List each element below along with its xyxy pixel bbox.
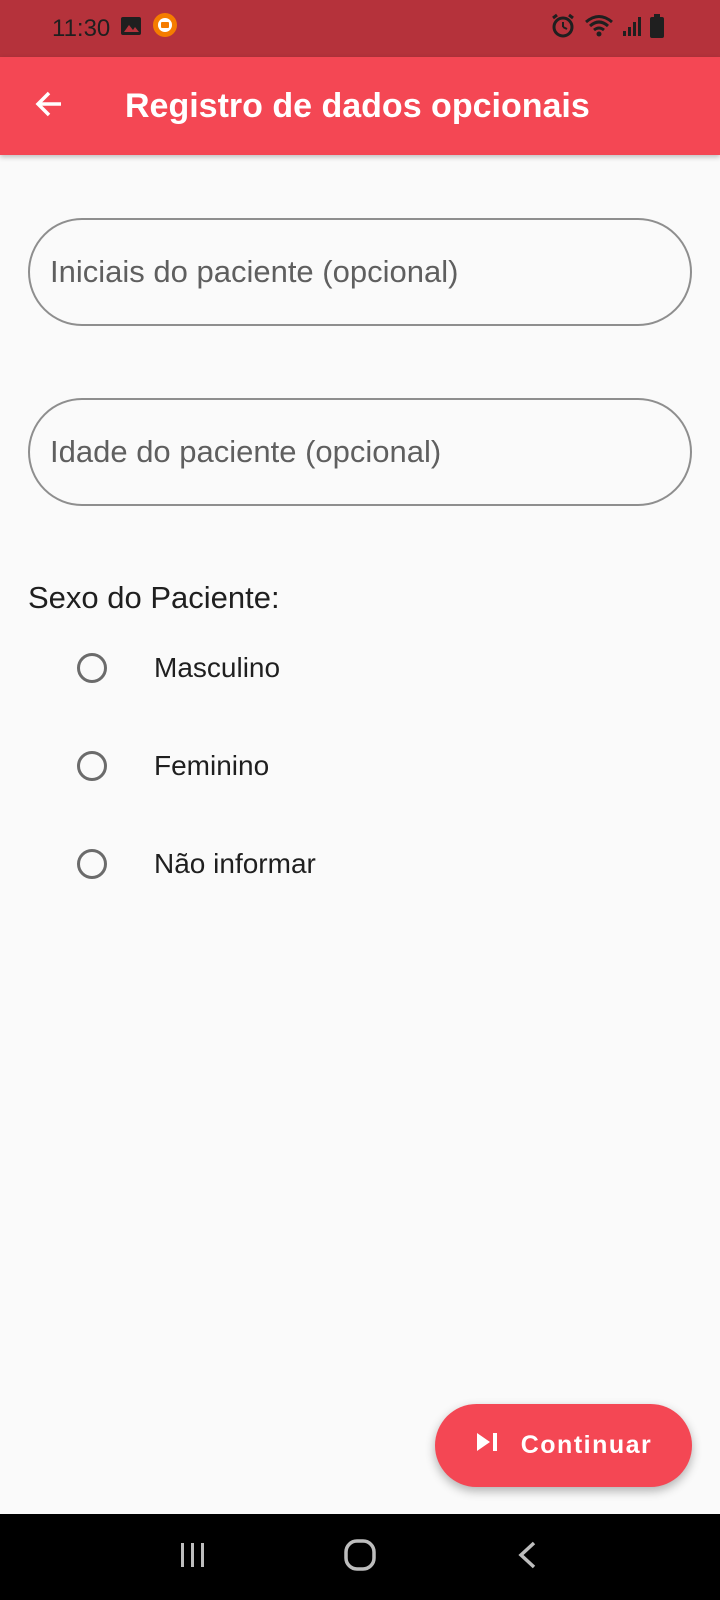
battery-icon (650, 14, 664, 43)
signal-icon (622, 15, 642, 42)
radio-button[interactable] (77, 653, 107, 683)
skip-next-icon (475, 1431, 499, 1460)
system-nav-bar (0, 1514, 720, 1600)
image-icon (120, 15, 142, 43)
radio-label: Feminino (154, 750, 270, 781)
recorder-icon (152, 12, 178, 45)
alarm-icon (550, 13, 576, 44)
home-button[interactable] (330, 1527, 390, 1587)
status-bar (0, 0, 720, 57)
age-input[interactable] (50, 434, 690, 470)
radio-label: Não informar (154, 848, 316, 879)
status-time: 11:30 (52, 14, 111, 42)
continue-button[interactable] (435, 1404, 692, 1487)
back-button[interactable] (21, 78, 77, 134)
recents-icon (178, 1541, 208, 1574)
radio-option-masculino[interactable] (68, 638, 488, 698)
sex-label: Sexo do Paciente: (28, 580, 280, 615)
initials-input[interactable] (50, 254, 690, 290)
system-back-button[interactable] (497, 1527, 557, 1587)
wifi-icon (584, 14, 614, 43)
page-title: Registro de dados opcionais (125, 86, 590, 125)
home-icon (343, 1538, 377, 1577)
radio-option-nao-informar[interactable] (68, 834, 488, 894)
radio-button[interactable] (77, 751, 107, 781)
back-icon (516, 1540, 538, 1575)
recents-button[interactable] (163, 1527, 223, 1587)
initials-field[interactable] (28, 218, 692, 326)
app-bar (0, 57, 720, 155)
radio-label: Masculino (154, 652, 281, 683)
arrow-left-icon (34, 89, 64, 124)
status-left (52, 12, 178, 45)
continue-label: Continuar (520, 1431, 653, 1459)
radio-option-feminino[interactable] (68, 736, 488, 796)
radio-button[interactable] (77, 849, 107, 879)
status-right (550, 13, 664, 44)
age-field[interactable] (28, 398, 692, 506)
